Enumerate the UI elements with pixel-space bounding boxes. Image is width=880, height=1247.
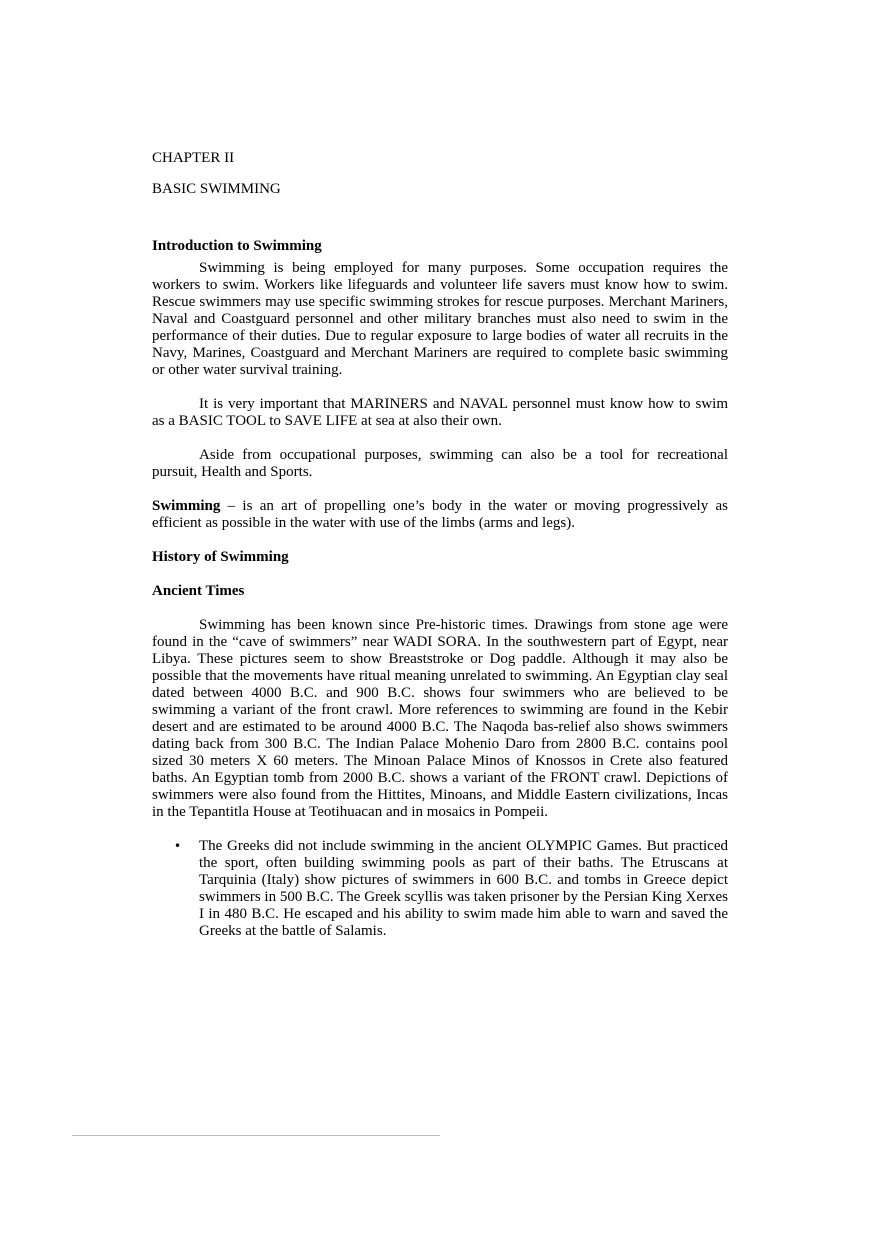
footnote-separator	[72, 1135, 440, 1136]
subsection-heading-ancient-times: Ancient Times	[152, 583, 245, 599]
definition-text: – is an art of propelling one’s body in the water or moving progressively as efficient as possible in the water with use of the limbs (arms and legs).	[152, 498, 728, 531]
bullet-list	[152, 838, 728, 940]
section-heading-introduction: Introduction to Swimming	[152, 238, 322, 254]
swimming-definition	[152, 498, 728, 532]
chapter-title: BASIC SWIMMING	[152, 181, 281, 197]
intro-paragraph-3: Aside from occupational purposes, swimming can also be a tool for recreational pursuit, Health and Sports.	[152, 447, 728, 480]
bullet-icon: •	[174, 839, 182, 853]
document-page	[152, 150, 728, 940]
bullet-text: The Greeks did not include swimming in the ancient OLYMPIC Games. But practiced the sport, often building swimming pools as part of their baths. The Etruscans at Tarquinia (Italy) show pictures of swimmers in 600 B.C. and tombs in Greece depict swimmers in 500 B.C. The Greek scyllis was taken prisoner by the Persian King Xerxes I in 480 B.C. He escaped and his ability to swim made him able to warn and saved the Greeks at the battle of Salamis.	[199, 838, 728, 939]
ancient-times-paragraph: Swimming has been known since Pre-historic times. Drawings from stone age were found in the “cave of swimmers” near WADI SORA. In the southwestern part of Egypt, near Libya. These pictures seem to show Breaststroke or Dog paddle. Although it may also be possible that the movements have ritual meaning unrelated to swimming. An Egyptian clay seal dated between 4000 B.C. and 900 B.C. shows four swimmers who are believed to be swimming a variant of the front crawl. More references to swimming are found in the Kebir desert and are estimated to be around 4000 B.C. The Naqoda bas-relief also shows swimmers dating back from 300 B.C. The Indian Palace Mohenio Daro from 2800 B.C. contains pool sized 30 meters X 60 meters. The Minoan Palace Minos of Knossos in Crete also featured baths. An Egyptian tomb from 2000 B.C. shows a variant of the FRONT crawl. Depictions of swimmers were also found from the Hittites, Minoans, and Middle Eastern civilizations, Incas in the Tepantitla House at Teotihuacan and in mosaics in Pompeii.	[152, 617, 728, 820]
intro-paragraph-1: Swimming is being employed for many purposes. Some occupation requires the workers to swim. Workers like lifeguards and volunteer life savers must know how to swim. Rescue swimmers may use specific swimming strokes for rescue purposes. Merchant Mariners, Naval and Coastguard personnel and other military branches must also need to swim in the performance of their duties. Due to regular exposure to large bodies of water all recruits in the Navy, Marines, Coastguard and Merchant Mariners are required to complete basic swimming or other water survival training.	[152, 260, 728, 378]
definition-term: Swimming	[152, 498, 221, 514]
chapter-number: CHAPTER II	[152, 150, 235, 166]
intro-paragraph-2: It is very important that MARINERS and NAVAL personnel must know how to swim as a BASIC TOOL to SAVE LIFE at sea at also their own.	[152, 396, 728, 429]
list-item	[152, 838, 728, 940]
section-heading-history: History of Swimming	[152, 549, 289, 565]
